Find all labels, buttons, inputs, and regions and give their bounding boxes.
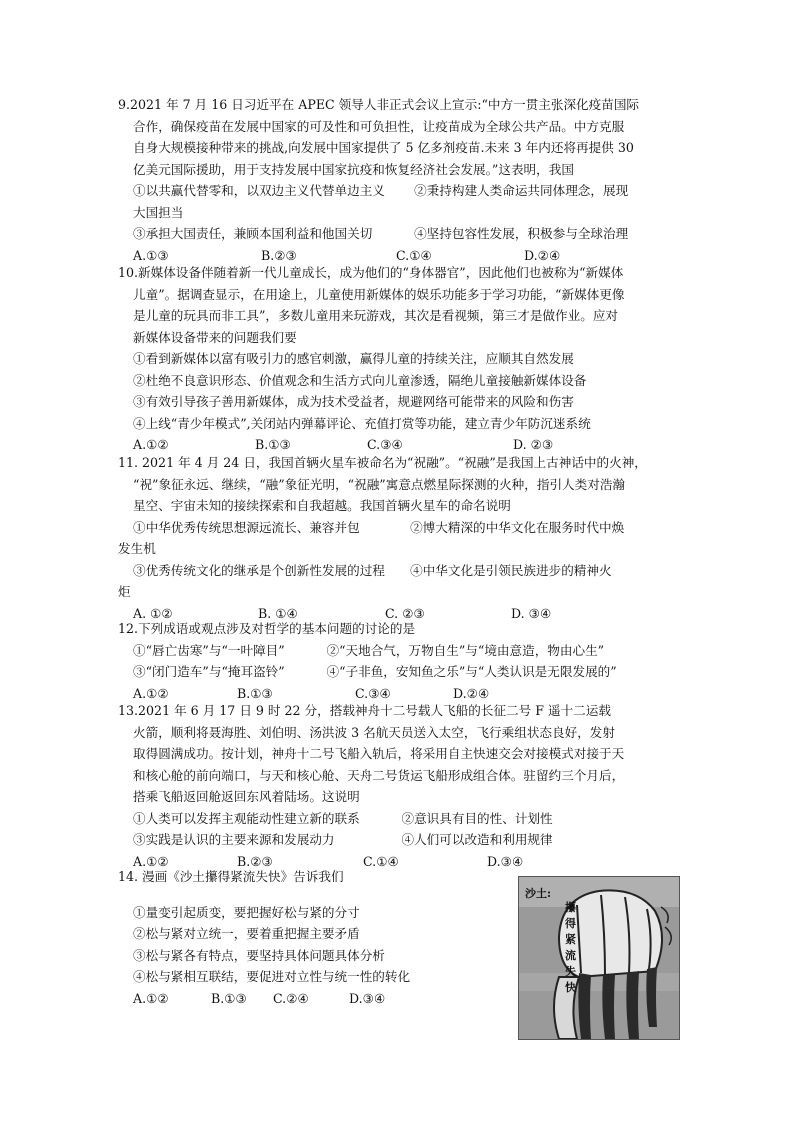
answer-d: D.②④ bbox=[524, 247, 561, 263]
answer-a: A.①② bbox=[133, 437, 169, 452]
answer-d: D.③④ bbox=[349, 990, 386, 1006]
cartoon-caption-char: 快 bbox=[565, 981, 576, 994]
answer-c: C. ②③ bbox=[385, 605, 425, 621]
answer-b: B.①③ bbox=[211, 990, 247, 1006]
answer-choices bbox=[118, 988, 498, 1010]
answer-a: A.①③ bbox=[133, 247, 169, 263]
question-stem-line: 和核心舱的前向端口，与天和核心舱、天舟二号货运飞船形成组合体。驻留约三个月后， bbox=[133, 767, 625, 783]
cartoon-caption-char: 攥 bbox=[565, 901, 576, 914]
answer-b: B. ①④ bbox=[258, 605, 298, 621]
answer-c: C.②④ bbox=[273, 990, 309, 1006]
cartoon-caption-char: 流 bbox=[565, 949, 576, 962]
cartoon-label: 沙土: bbox=[525, 887, 552, 900]
question-9 bbox=[118, 94, 678, 266]
option-line: ③承担大国责任，兼顾本国利益和他国关切 ④坚持包容性发展，积极参与全球治理 bbox=[133, 226, 629, 241]
answer-d: D. ②③ bbox=[513, 437, 554, 452]
question-stem: 12.下列成语或观点涉及对哲学的基本问题的讨论的是 bbox=[118, 621, 416, 636]
question-stem-line: 搭乘飞船返回舱返回东风着陆场。这说明 bbox=[133, 789, 360, 804]
question-stem-line: 9.2021 年 7 月 16 日习近平在 APEC 领导人非正式会议上宣示:“中方一贯主张深化疫苗国际 bbox=[118, 97, 640, 112]
option-line: ④松与紧相互联结，要促进对立性与统一性的转化 bbox=[133, 969, 411, 984]
answer-c: C.③④ bbox=[367, 437, 403, 452]
cartoon-image bbox=[518, 876, 680, 1040]
question-10 bbox=[118, 262, 678, 456]
option-line: ④上线“青少年模式”,关闭站内弹幕评论、充值打赏等功能，建立青少年防沉迷系统 bbox=[133, 415, 591, 431]
question-stem-line: 13.2021 年 6 月 17 日 9 时 22 分，搭载神舟十二号载人飞船的长征二号 F 遥十二运载 bbox=[118, 703, 611, 718]
question-11 bbox=[118, 452, 678, 624]
question-stem: 14. 漫画《沙土攥得紧流失快》告诉我们 bbox=[118, 869, 344, 884]
answer-a: A.①② bbox=[133, 853, 169, 869]
answer-b: B.②③ bbox=[237, 853, 273, 869]
answer-b: B.①③ bbox=[255, 437, 291, 452]
question-stem-line: 火箭，顺利将聂海胜、刘伯明、汤洪波 3 名航天员送入太空，飞行乘组状态良好，发射 bbox=[133, 724, 615, 740]
option-line: 发生机 bbox=[118, 541, 156, 556]
option-line: ②杜绝不良意识形态、价值观念和生活方式向儿童渗透，隔绝儿童接触新媒体设备 bbox=[133, 372, 587, 388]
option-line: ①中华优秀传统思想源远流长、兼容并包 ②博大精深的中华文化在服务时代中焕 bbox=[133, 519, 625, 535]
option-line: ③有效引导孩子善用新媒体，成为技术受益者，规避网络可能带来的风险和伤害 bbox=[133, 394, 574, 409]
cartoon-caption-char: 紧 bbox=[565, 933, 576, 946]
question-stem-line: 10.新媒体设备伴随着新一代儿童成长，成为他们的“身体器官”，因此他们也被称为“新媒体 bbox=[118, 265, 624, 280]
option-line: ①量变引起质变，要把握好松与紧的分寸 bbox=[133, 904, 360, 920]
option-line: ①看到新媒体以富有吸引力的感官刺激，赢得儿童的持续关注，应顺其自然发展 bbox=[133, 351, 574, 366]
option-line: ③“闭门造车”与“掩耳盗铃” ④“子非鱼，安知鱼之乐”与“人类认识是无限发展的” bbox=[133, 664, 617, 679]
question-12 bbox=[118, 618, 678, 704]
question-stem-line: 取得圆满成功。按计划，神舟十二号飞船入轨后，将采用自主快速交会对接模式对接于天 bbox=[133, 746, 625, 761]
question-stem-line: 自身大规模接种带来的挑战,向发展中国家提供了 5 亿多剂疫苗.未来 3 年内还将再提供 30 bbox=[133, 140, 634, 155]
question-stem-line: 星空、宇宙未知的接续探索和自我超越。我国首辆火星车的命名说明 bbox=[133, 498, 511, 513]
cartoon-caption-char: 失 bbox=[565, 965, 576, 978]
question-14 bbox=[118, 866, 498, 1009]
answer-d: D.②④ bbox=[453, 685, 490, 701]
cartoon-caption-char: 得 bbox=[565, 917, 576, 930]
answer-a: A.①② bbox=[133, 990, 169, 1006]
option-line: ③松与紧各有特点，要坚持具体问题具体分析 bbox=[133, 947, 385, 963]
answer-b: B.②③ bbox=[261, 247, 297, 263]
answer-c: C.③④ bbox=[355, 685, 391, 701]
option-line: 大国担当 bbox=[133, 204, 184, 220]
option-line: ③实践是认识的主要来源和发展动力 ④人们可以改造和利用规律 bbox=[133, 832, 553, 847]
option-line: ①“唇亡齿寒”与“一叶障目” ②“天地合气，万物自生”与“境由意造，物由心生” bbox=[133, 642, 605, 658]
answer-d: D.③④ bbox=[487, 853, 524, 869]
option-line: 炬 bbox=[118, 584, 131, 599]
option-line: ①以共赢代替零和，以双边主义代替单边主义 ②秉持构建人类命运共同体理念，展现 bbox=[133, 183, 629, 198]
answer-c: C.①④ bbox=[396, 247, 432, 263]
question-stem-line: 合作，确保疫苗在发展中国家的可及性和可负担性，让疫苗成为全球公共产品。中方克服 bbox=[133, 118, 625, 134]
question-stem-line: 亿美元国际援助，用于支持发展中国家抗疫和恢复经济社会发展。”这表明，我国 bbox=[133, 161, 574, 177]
cartoon-drawing bbox=[519, 877, 679, 1039]
question-13 bbox=[118, 700, 678, 872]
answer-b: B.①③ bbox=[237, 685, 273, 701]
option-line: ②松与紧对立统一，要着重把握主要矛盾 bbox=[133, 926, 360, 941]
question-stem-line: “祝”象征永远、继续，“融”象征光明，“祝融”寓意点燃星际探测的火种，指引人类对浩瀚 bbox=[133, 476, 626, 492]
answer-a: A. ①② bbox=[133, 605, 173, 621]
question-stem-line: 儿童”。据调查显示，在用途上，儿童使用新媒体的娱乐功能多于学习功能，“新媒体更像 bbox=[133, 286, 625, 302]
question-stem-line: 11. 2021 年 4 月 24 日，我国首辆火星车被命名为“祝融”。“祝融”是我国上古神话中的火神， bbox=[118, 455, 647, 470]
option-line: ③优秀传统文化的继承是个创新性发展的过程 ④中华文化是引领民族进步的精神火 bbox=[133, 562, 612, 578]
answer-a: A.①② bbox=[133, 685, 169, 701]
question-stem-line: 新媒体设备带来的问题我们要 bbox=[133, 329, 297, 345]
answer-d: D. ③④ bbox=[511, 605, 552, 621]
question-stem-line: 是儿童的玩具而非工具”，多数儿童用来玩游戏，其次是看视频，第三才是做作业。应对 bbox=[133, 308, 619, 323]
option-line: ①人类可以发挥主观能动性建立新的联系 ②意识具有目的性、计划性 bbox=[133, 810, 553, 826]
answer-c: C.①④ bbox=[363, 853, 399, 869]
